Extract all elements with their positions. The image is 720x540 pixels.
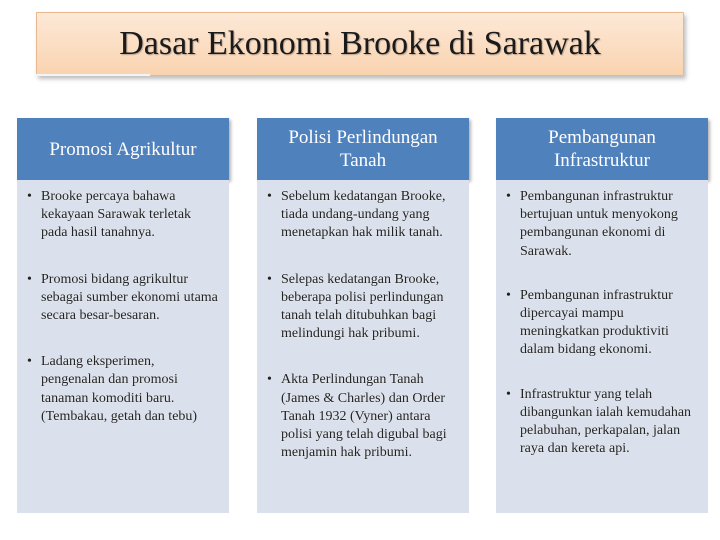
title-box	[36, 12, 684, 76]
bullet-item: • Sebelum kedatangan Brooke, tiada undang-undang yang menetapkan hak milik tanah.	[267, 188, 459, 243]
column-heading-text: Polisi Perlindungan Tanah	[288, 127, 438, 171]
bullet-list	[267, 188, 459, 462]
column-heading-polisi	[257, 118, 469, 180]
column-body-polisi	[257, 180, 469, 513]
slide-title: Dasar Ekonomi Brooke di Sarawak	[119, 25, 601, 62]
bullet-list	[27, 188, 219, 426]
column-body-promosi	[17, 180, 229, 513]
bullet-item: • Promosi bidang agrikultur sebagai sumber ekonomi utama secara besar-besaran.	[27, 271, 219, 326]
column-heading-promosi	[17, 118, 229, 180]
bullet-item: • Ladang eksperimen, pengenalan dan promosi tanaman komoditi baru. (Tembakau, getah dan tebu)	[27, 353, 219, 426]
bullet-item: • Brooke percaya bahawa kekayaan Sarawak terletak pada hasil tanahnya.	[27, 188, 219, 243]
bullet-item: • Pembangunan infrastruktur bertujuan untuk menyokong pembangunan ekonomi di Sarawak.	[506, 188, 698, 261]
column-heading-text: Promosi Agrikultur	[49, 138, 197, 160]
column-body-pembangunan	[496, 180, 708, 513]
column-heading-text: Pembangunan Infrastruktur	[548, 127, 656, 171]
column-heading-pembangunan	[496, 118, 708, 180]
bullet-item: • Infrastruktur yang telah dibangunkan ialah kemudahan pelabuhan, perkapalan, jalan raya dan kereta api.	[506, 386, 698, 459]
bullet-item: • Selepas kedatangan Brooke, beberapa polisi perlindungan tanah telah ditubuhkan bagi melindungi hak pribumi.	[267, 271, 459, 344]
bullet-item: • Pembangunan infrastruktur dipercayai mampu meningkatkan produktiviti dalam bidang ekonomi.	[506, 287, 698, 360]
bullet-item: • Akta Perlindungan Tanah (James & Charles) dan Order Tanah 1932 (Vyner) antara polisi yang telah digubal bagi menjamin hak pribumi.	[267, 371, 459, 462]
title-divider	[36, 74, 150, 76]
bullet-list	[506, 188, 698, 458]
